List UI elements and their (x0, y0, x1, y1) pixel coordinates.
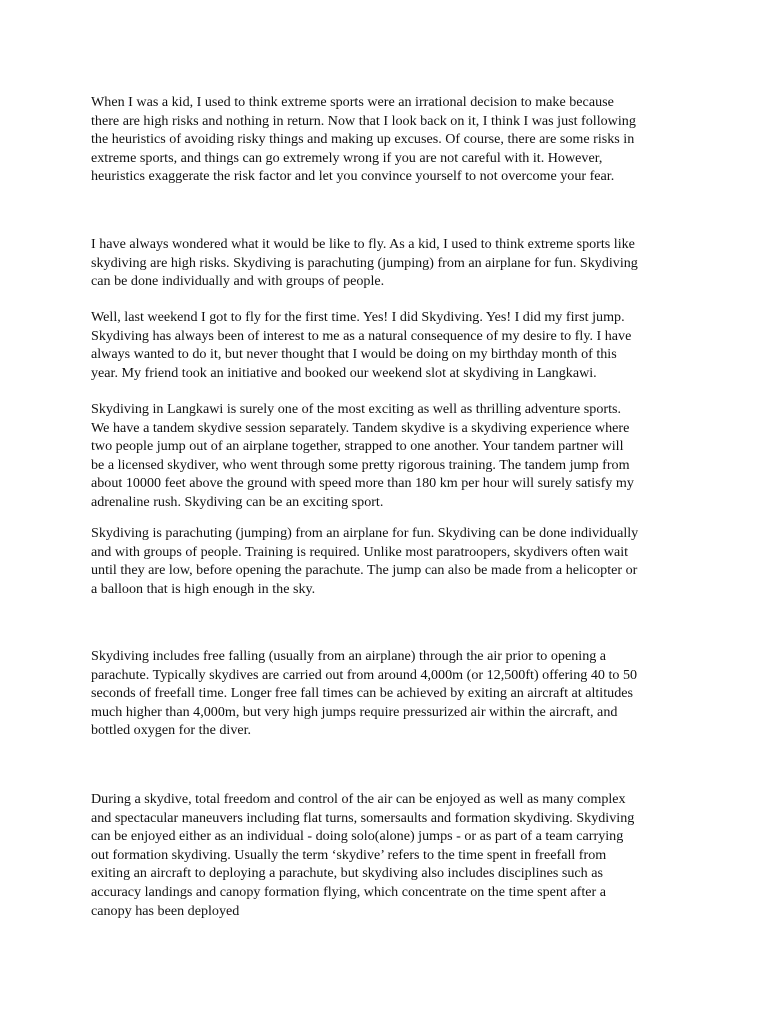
text-line: about 10000 feet above the ground with speed more than 180 km per hour will surely satisfy my (91, 475, 634, 492)
text-line: can be enjoyed either as an individual - doing solo(alone) jumps - or as part of a team carrying (91, 828, 624, 845)
paragraph-5 (91, 524, 691, 598)
text-line: always wanted to do it, but never thought that I would be doing on my birthday month of this (91, 346, 617, 363)
text-line: much higher than 4,000m, but very high jumps require pressurized air within the aircraft, and (91, 703, 618, 720)
text-line: year. My friend took an initiative and booked our weekend slot at skydiving in Langkawi. (91, 364, 597, 381)
text-line: and spectacular maneuvers including flat turns, somersaults and formation skydiving. Skydiving (91, 809, 635, 826)
text-line: and with groups of people. Training is required. Unlike most paratroopers, skydivers often wait (91, 543, 629, 560)
text-line: adrenaline rush. Skydiving can be an exciting sport. (91, 493, 384, 510)
text-line: exiting an aircraft to deploying a parachute, but skydiving also includes disciplines such as (91, 865, 603, 882)
text-line: skydiving are high risks. Skydiving is parachuting (jumping) from an airplane for fun. Skydiving (91, 254, 638, 271)
text-line: can be done individually and with groups of people. (91, 273, 385, 290)
text-line: there are high risks and nothing in return. Now that I look back on it, I think I was just following (91, 112, 636, 129)
paragraph-7 (91, 790, 691, 920)
text-line: When I was a kid, I used to think extreme sports were an irrational decision to make because (91, 94, 614, 110)
text-line: bottled oxygen for the diver. (91, 722, 252, 739)
text-line: seconds of freefall time. Longer free fall times can be achieved by exiting an aircraft at altitudes (91, 685, 633, 702)
text-line: Skydiving is parachuting (jumping) from an airplane for fun. Skydiving can be done individually (91, 525, 639, 541)
text-line: Skydiving has always been of interest to me as a natural consequence of my desire to fly. I have (91, 327, 632, 344)
text-line: the heuristics of avoiding risky things and making up excuses. Of course, there are some risks in (91, 131, 635, 148)
text-line: out formation skydiving. Usually the term ‘skydive’ refers to the time spent in freefall from (91, 846, 607, 863)
paragraph-1 (91, 93, 691, 186)
paragraph-2 (91, 235, 691, 291)
text-line: canopy has been deployed (91, 902, 240, 919)
text-line: Well, last weekend I got to fly for the first time. Yes! I did Skydiving. Yes! I did my first jump. (91, 309, 625, 325)
text-line: During a skydive, total freedom and control of the air can be enjoyed as well as many complex (91, 791, 626, 807)
text-line: two people jump out of an airplane together, strapped to one another. Your tandem partner will (91, 438, 624, 455)
text-line: parachute. Typically skydives are carried out from around 4,000m (or 12,500ft) offering 40 to 50 (91, 666, 638, 683)
text-line: heuristics exaggerate the risk factor and let you convince yourself to not overcome your fear. (91, 168, 615, 185)
text-line: Skydiving in Langkawi is surely one of the most exciting as well as thrilling adventure sports. (91, 401, 621, 417)
paragraph-6 (91, 647, 691, 740)
paragraph-3 (91, 308, 691, 382)
text-line: until they are low, before opening the parachute. The jump can also be made from a helicopter or (91, 562, 638, 579)
text-line: We have a tandem skydive session separately. Tandem skydive is a skydiving experience where (91, 419, 630, 436)
text-line: I have always wondered what it would be like to fly. As a kid, I used to think extreme sports like (91, 236, 635, 252)
text-line: accuracy landings and canopy formation flying, which concentrate on the time spent after a (91, 883, 607, 900)
text-line: extreme sports, and things can go extremely wrong if you are not careful with it. However, (91, 149, 603, 166)
text-line: Skydiving includes free falling (usually from an airplane) through the air prior to opening a (91, 648, 607, 664)
text-line: a balloon that is high enough in the sky. (91, 580, 316, 597)
paragraph-4 (91, 400, 691, 512)
text-line: be a licensed skydiver, who went through some pretty rigorous training. The tandem jump from (91, 456, 630, 473)
